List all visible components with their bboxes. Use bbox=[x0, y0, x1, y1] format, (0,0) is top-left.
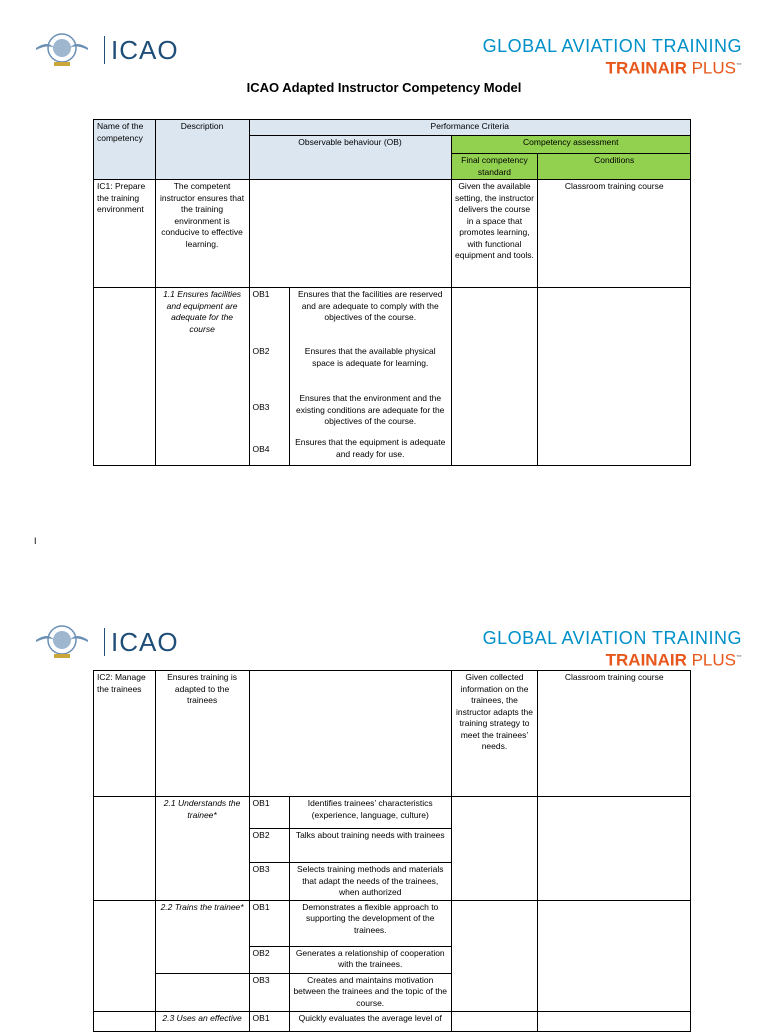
ob-text: Ensures that the available physical space is adequate for learning. bbox=[304, 346, 436, 368]
header-conditions: Conditions bbox=[538, 154, 691, 180]
icao-emblem-icon bbox=[34, 620, 90, 664]
sub-competency: 2.1 Understands the trainee* bbox=[155, 797, 249, 901]
conditions: Classroom training course bbox=[538, 180, 691, 288]
empty-name-cell bbox=[94, 1011, 156, 1031]
ob-code: OB3 bbox=[249, 973, 289, 1011]
ob-text: Generates a relationship of cooperation with the trainees. bbox=[289, 946, 451, 973]
empty-conditions-cell bbox=[538, 797, 691, 901]
header-name: Name of the competency bbox=[94, 120, 156, 180]
icao-wordmark: ICAO bbox=[104, 628, 179, 656]
page2-header bbox=[0, 592, 768, 670]
ob-text: Selects training methods and materials that adapt the needs of the trainees, when authorized bbox=[289, 863, 451, 901]
header-final-standard: Final competency standard bbox=[451, 154, 538, 180]
empty-ob-cell bbox=[249, 180, 451, 288]
header-description: Description bbox=[155, 120, 249, 180]
ob-text: Ensures that the environment and the existing conditions are adequate for the objectives of the course. bbox=[296, 393, 445, 426]
conditions: Classroom training course bbox=[538, 671, 691, 797]
final-standard: Given collected information on the trainees, the instructor adapts the training strategy to meet the trainees’ needs. bbox=[451, 671, 538, 797]
ob-code: OB1 bbox=[249, 1011, 289, 1031]
empty-sub-cell bbox=[155, 973, 249, 1011]
header-assessment: Competency assessment bbox=[451, 136, 690, 154]
ob-code: OB2 bbox=[252, 346, 270, 356]
empty-name-cell bbox=[94, 797, 156, 901]
trainair-plus-logo: TRAINAIR PLUS™ bbox=[605, 650, 742, 670]
ob-code: OB3 bbox=[252, 402, 270, 412]
ob-text: Talks about training needs with trainees bbox=[289, 829, 451, 863]
competency-description: Ensures training is adapted to the trainees bbox=[155, 671, 249, 797]
competency-table-ic2 bbox=[93, 670, 691, 1032]
icao-wordmark: ICAO bbox=[104, 36, 179, 64]
document-title: ICAO Adapted Instructor Competency Model bbox=[246, 80, 522, 95]
ob-code: OB1 bbox=[249, 900, 289, 946]
competency-table-ic1 bbox=[93, 119, 691, 466]
empty-name-cell bbox=[94, 288, 156, 466]
ob-text: Creates and maintains motivation between the trainees and the topic of the course. bbox=[289, 973, 451, 1011]
empty-conditions-cell bbox=[538, 288, 691, 466]
competency-name: IC1: Prepare the training environment bbox=[94, 180, 156, 288]
empty-name-cell bbox=[94, 900, 156, 1011]
icao-emblem-icon bbox=[34, 28, 90, 72]
ob-text: Quickly evaluates the average level of bbox=[289, 1011, 451, 1031]
program-title: GLOBAL AVIATION TRAINING bbox=[482, 36, 742, 56]
ob-text: Ensures that the equipment is adequate and ready for use. bbox=[295, 437, 446, 459]
empty-ob-cell bbox=[249, 671, 451, 797]
ob-code: OB2 bbox=[249, 829, 289, 863]
competency-name: IC2: Manage the trainees bbox=[94, 671, 156, 797]
ob-code: OB2 bbox=[249, 946, 289, 973]
ob-code: OB1 bbox=[252, 289, 270, 299]
empty-conditions-cell bbox=[538, 900, 691, 1011]
empty-standard-cell bbox=[451, 797, 538, 901]
empty-standard-cell bbox=[451, 900, 538, 1011]
empty-standard-cell bbox=[451, 288, 538, 466]
ob-text: Identifies trainees’ characteristics (experience, language, culture) bbox=[289, 797, 451, 829]
header-ob: Observable behaviour (OB) bbox=[249, 136, 451, 180]
ob-texts bbox=[289, 288, 451, 466]
ob-text: Ensures that the facilities are reserved and are adequate to comply with the objectives of the course. bbox=[297, 289, 443, 322]
sub-competency: 2.3 Uses an effective bbox=[155, 1011, 249, 1031]
sub-competency: 1.1 Ensures facilities and equipment are adequate for the course bbox=[155, 288, 249, 466]
final-standard: Given the available setting, the instructor delivers the course in a space that promotes learning, with functional equipment and tools. bbox=[451, 180, 538, 288]
page1-header bbox=[0, 0, 768, 78]
ob-code: OB4 bbox=[252, 444, 270, 454]
empty-conditions-cell bbox=[538, 1011, 691, 1031]
program-title: GLOBAL AVIATION TRAINING bbox=[482, 628, 742, 648]
header-performance: Performance Criteria bbox=[249, 120, 690, 136]
trainair-plus-logo: TRAINAIR PLUS™ bbox=[605, 58, 742, 78]
ob-code: OB1 bbox=[249, 797, 289, 829]
ob-codes bbox=[249, 288, 289, 466]
page-marker: I bbox=[34, 536, 37, 546]
competency-description: The competent instructor ensures that the training environment is conducive to effective learning. bbox=[155, 180, 249, 288]
ob-text: Demonstrates a flexible approach to supporting the development of the trainees. bbox=[289, 900, 451, 946]
sub-competency: 2.2 Trains the trainee* bbox=[155, 900, 249, 973]
empty-standard-cell bbox=[451, 1011, 538, 1031]
ob-code: OB3 bbox=[249, 863, 289, 901]
